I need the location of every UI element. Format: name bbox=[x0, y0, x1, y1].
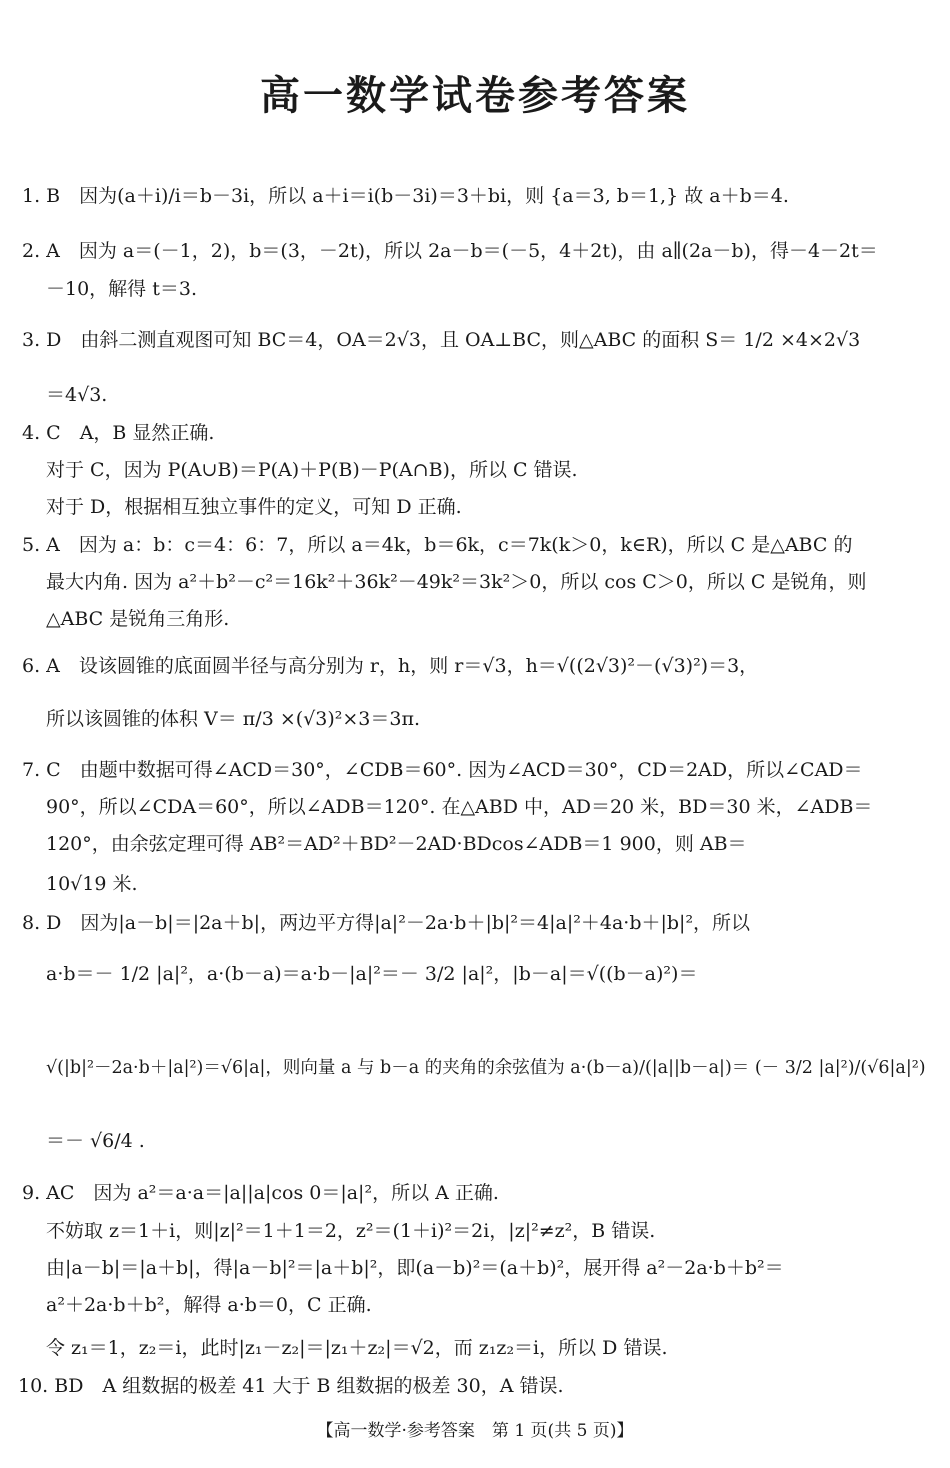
answer-10-line-1: 10. BD A 组数据的极差 41 大于 B 组数据的极差 30，A 错误. bbox=[18, 1375, 564, 1397]
answer-8-line-3: √(|b|²－2a·b＋|a|²)＝√6|a|，则向量 a 与 b－a 的夹角的余弦值为 a·(b－a)/(|a||b－a|)＝ (－ 3/2 |a|²)/(√6|a|²) bbox=[46, 1058, 926, 1078]
answer-7-line-1: 7. C 由题中数据可得∠ACD＝30°，∠CDB＝60°. 因为∠ACD＝30°，CD＝2AD，所以∠CAD＝ bbox=[22, 759, 863, 781]
answer-9-line-2: 不妨取 z＝1＋i，则|z|²＝1＋1＝2，z²＝(1＋i)²＝2i，|z|²≠z²，B 错误. bbox=[46, 1220, 656, 1242]
answer-2-line-2: －10，解得 t＝3. bbox=[46, 278, 197, 300]
answer-2-line-1: 2. A 因为 a＝(－1，2)，b＝(3，－2t)，所以 2a－b＝(－5，4＋2t)，由 a∥(2a－b)，得－4－2t＝ bbox=[22, 240, 878, 262]
answer-7-line-3: 120°，由余弦定理可得 AB²＝AD²＋BD²－2AD·BDcos∠ADB＝1 900，则 AB＝ bbox=[46, 833, 747, 855]
answer-3-line-2: ＝4√3. bbox=[46, 384, 108, 406]
answer-9-line-1: 9. AC 因为 a²＝a·a＝|a||a|cos 0＝|a|²，所以 A 正确. bbox=[22, 1182, 499, 1204]
answer-5-line-1: 5. A 因为 a：b：c＝4：6：7，所以 a＝4k，b＝6k，c＝7k(k＞0，k∈R)，所以 C 是△ABC 的 bbox=[22, 534, 853, 556]
answer-1-line-1: 1. B 因为(a＋i)/i＝b－3i，所以 a＋i＝i(b－3i)＝3＋bi，则 {a＝3, b＝1,} 故 a＋b＝4. bbox=[22, 185, 789, 207]
answer-3-line-1: 3. D 由斜二测直观图可知 BC＝4，OA＝2√3，且 OA⊥BC，则△ABC 的面积 S＝ 1/2 ×4×2√3 bbox=[22, 329, 861, 351]
page-footer: 【高一数学·参考答案 第 1 页(共 5 页)】 bbox=[316, 1421, 634, 1441]
answer-4-line-3: 对于 D，根据相互独立事件的定义，可知 D 正确. bbox=[46, 496, 462, 518]
answer-6-line-1: 6. A 设该圆锥的底面圆半径与高分别为 r，h，则 r＝√3，h＝√((2√3)²－(√3)²)＝3， bbox=[22, 655, 759, 677]
answer-4-line-2: 对于 C，因为 P(A∪B)＝P(A)＋P(B)－P(A∩B)，所以 C 错误. bbox=[46, 459, 578, 481]
page-title: 高一数学试卷参考答案 bbox=[260, 73, 690, 119]
answer-9-line-3: 由|a－b|＝|a＋b|，得|a－b|²＝|a＋b|²，即(a－b)²＝(a＋b)²，展开得 a²－2a·b＋b²＝ bbox=[46, 1257, 784, 1279]
answer-8-line-2: a·b＝－ 1/2 |a|²，a·(b－a)＝a·b－|a|²＝－ 3/2 |a|²，|b－a|＝√((b－a)²)＝ bbox=[46, 963, 698, 985]
answer-8-line-4: ＝－ √6/4 . bbox=[46, 1130, 145, 1152]
answer-9-line-5: 令 z₁＝1，z₂＝i，此时|z₁－z₂|＝|z₁＋z₂|＝√2，而 z₁z₂＝i，所以 D 错误. bbox=[46, 1337, 668, 1359]
answer-5-line-3: △ABC 是锐角三角形. bbox=[46, 608, 230, 630]
answer-9-line-4: a²＋2a·b＋b²，解得 a·b＝0，C 正确. bbox=[46, 1294, 372, 1316]
answer-6-line-2: 所以该圆锥的体积 V＝ π/3 ×(√3)²×3＝3π. bbox=[46, 708, 420, 730]
answer-5-line-2: 最大内角. 因为 a²＋b²－c²＝16k²＋36k²－49k²＝3k²＞0，所以 cos C＞0，所以 C 是锐角，则 bbox=[46, 571, 867, 593]
answer-7-line-2: 90°，所以∠CDA＝60°，所以∠ADB＝120°. 在△ABD 中，AD＝20 米，BD＝30 米，∠ADB＝ bbox=[46, 796, 873, 818]
answer-7-line-4: 10√19 米. bbox=[46, 873, 138, 895]
answer-8-line-1: 8. D 因为|a－b|＝|2a＋b|，两边平方得|a|²－2a·b＋|b|²＝4|a|²＋4a·b＋|b|²，所以 bbox=[22, 912, 751, 934]
answer-4-line-1: 4. C A，B 显然正确. bbox=[22, 422, 215, 444]
